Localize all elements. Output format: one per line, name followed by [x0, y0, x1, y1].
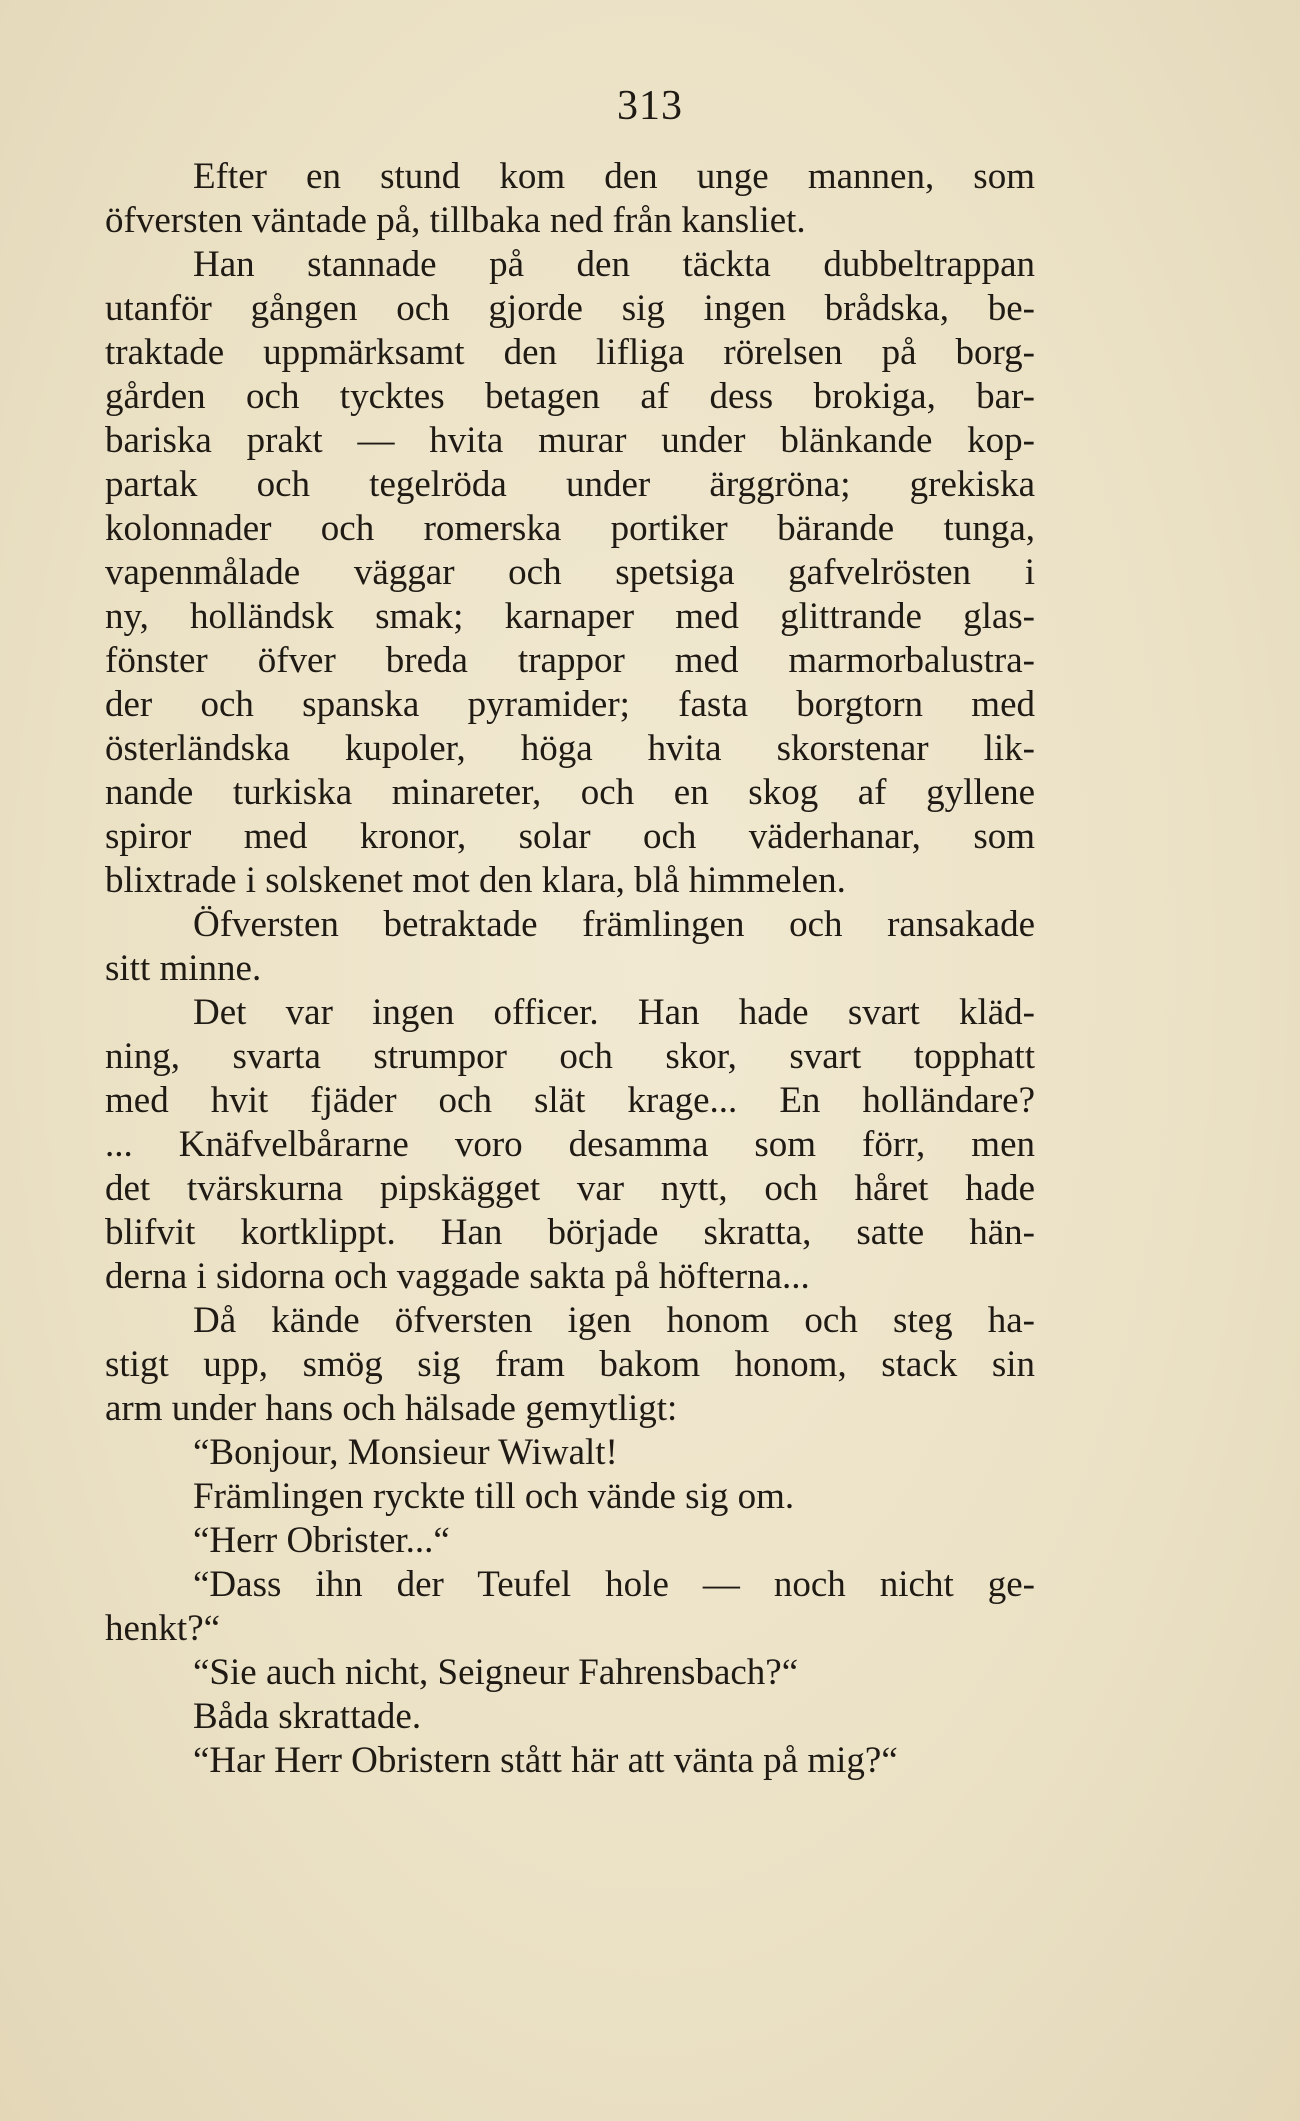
text-line: ning, svarta strumpor och skor, svart topphatt [105, 1036, 1035, 1077]
text-line: gården och tycktes betagen af dess brokiga, bar- [105, 376, 1035, 417]
text-line: “Sie auch nicht, Seigneur Fahrensbach?“ [193, 1652, 799, 1693]
text-line: öfversten väntade på, tillbaka ned från kansliet. [105, 200, 806, 241]
text-line: kolonnader och romerska portiker bärande tunga, [105, 508, 1035, 549]
text-line: “Bonjour, Monsieur Wiwalt! [193, 1432, 618, 1473]
text-line: traktade uppmärksamt den lifliga rörelsen på borg- [105, 332, 1035, 373]
text-line: “Herr Obrister...“ [193, 1520, 450, 1561]
text-line: vapenmålade väggar och spetsiga gafvelrösten i [105, 552, 1035, 593]
text-line: Efter en stund kom den unge mannen, som [193, 156, 1035, 197]
text-line: sitt minne. [105, 948, 262, 989]
text-line: blixtrade i solskenet mot den klara, blå himmelen. [105, 860, 846, 901]
text-line: fönster öfver breda trappor med marmorbalustra- [105, 640, 1035, 681]
page-number: 313 [617, 83, 683, 129]
text-line: spiror med kronor, solar och väderhanar, som [105, 816, 1035, 857]
text-line: österländska kupoler, höga hvita skorstenar lik- [105, 728, 1035, 769]
text-line: Då kände öfversten igen honom och steg ha- [193, 1300, 1035, 1341]
text-line: Det var ingen officer. Han hade svart kläd- [193, 992, 1035, 1033]
text-line: Båda skrattade. [193, 1696, 422, 1737]
text-line: blifvit kortklippt. Han började skratta, satte hän- [105, 1212, 1035, 1253]
text-line: ny, holländsk smak; karnaper med glittrande glas- [105, 596, 1035, 637]
text-line: nande turkiska minareter, och en skog af gyllene [105, 772, 1035, 813]
text-line: Främlingen ryckte till och vände sig om. [193, 1476, 795, 1517]
text-line: “Har Herr Obristern stått här att vänta på mig?“ [193, 1740, 898, 1781]
text-line: med hvit fjäder och slät krage... En holländare? [105, 1080, 1035, 1121]
text-line: henkt?“ [105, 1608, 221, 1649]
text-line: utanför gången och gjorde sig ingen brådska, be- [105, 288, 1035, 329]
text-line: ... Knäfvelbårarne voro desamma som förr, men [105, 1124, 1035, 1165]
body-text [105, 155, 1035, 1783]
text-line: bariska prakt — hvita murar under blänkande kop- [105, 420, 1035, 461]
text-line: Öfversten betraktade främlingen och ransakade [193, 904, 1035, 945]
text-line: der och spanska pyramider; fasta borgtorn med [105, 684, 1035, 725]
text-line: det tvärskurna pipskägget var nytt, och håret hade [105, 1168, 1035, 1209]
text-line: arm under hans och hälsade gemytligt: [105, 1388, 678, 1429]
text-line: partak och tegelröda under ärggröna; grekiska [105, 464, 1035, 505]
text-line: stigt upp, smög sig fram bakom honom, stack sin [105, 1344, 1035, 1385]
text-line: Han stannade på den täckta dubbeltrappan [193, 244, 1035, 285]
text-line: derna i sidorna och vaggade sakta på höfterna... [105, 1256, 810, 1297]
text-line: “Dass ihn der Teufel hole — noch nicht ge- [193, 1564, 1035, 1605]
